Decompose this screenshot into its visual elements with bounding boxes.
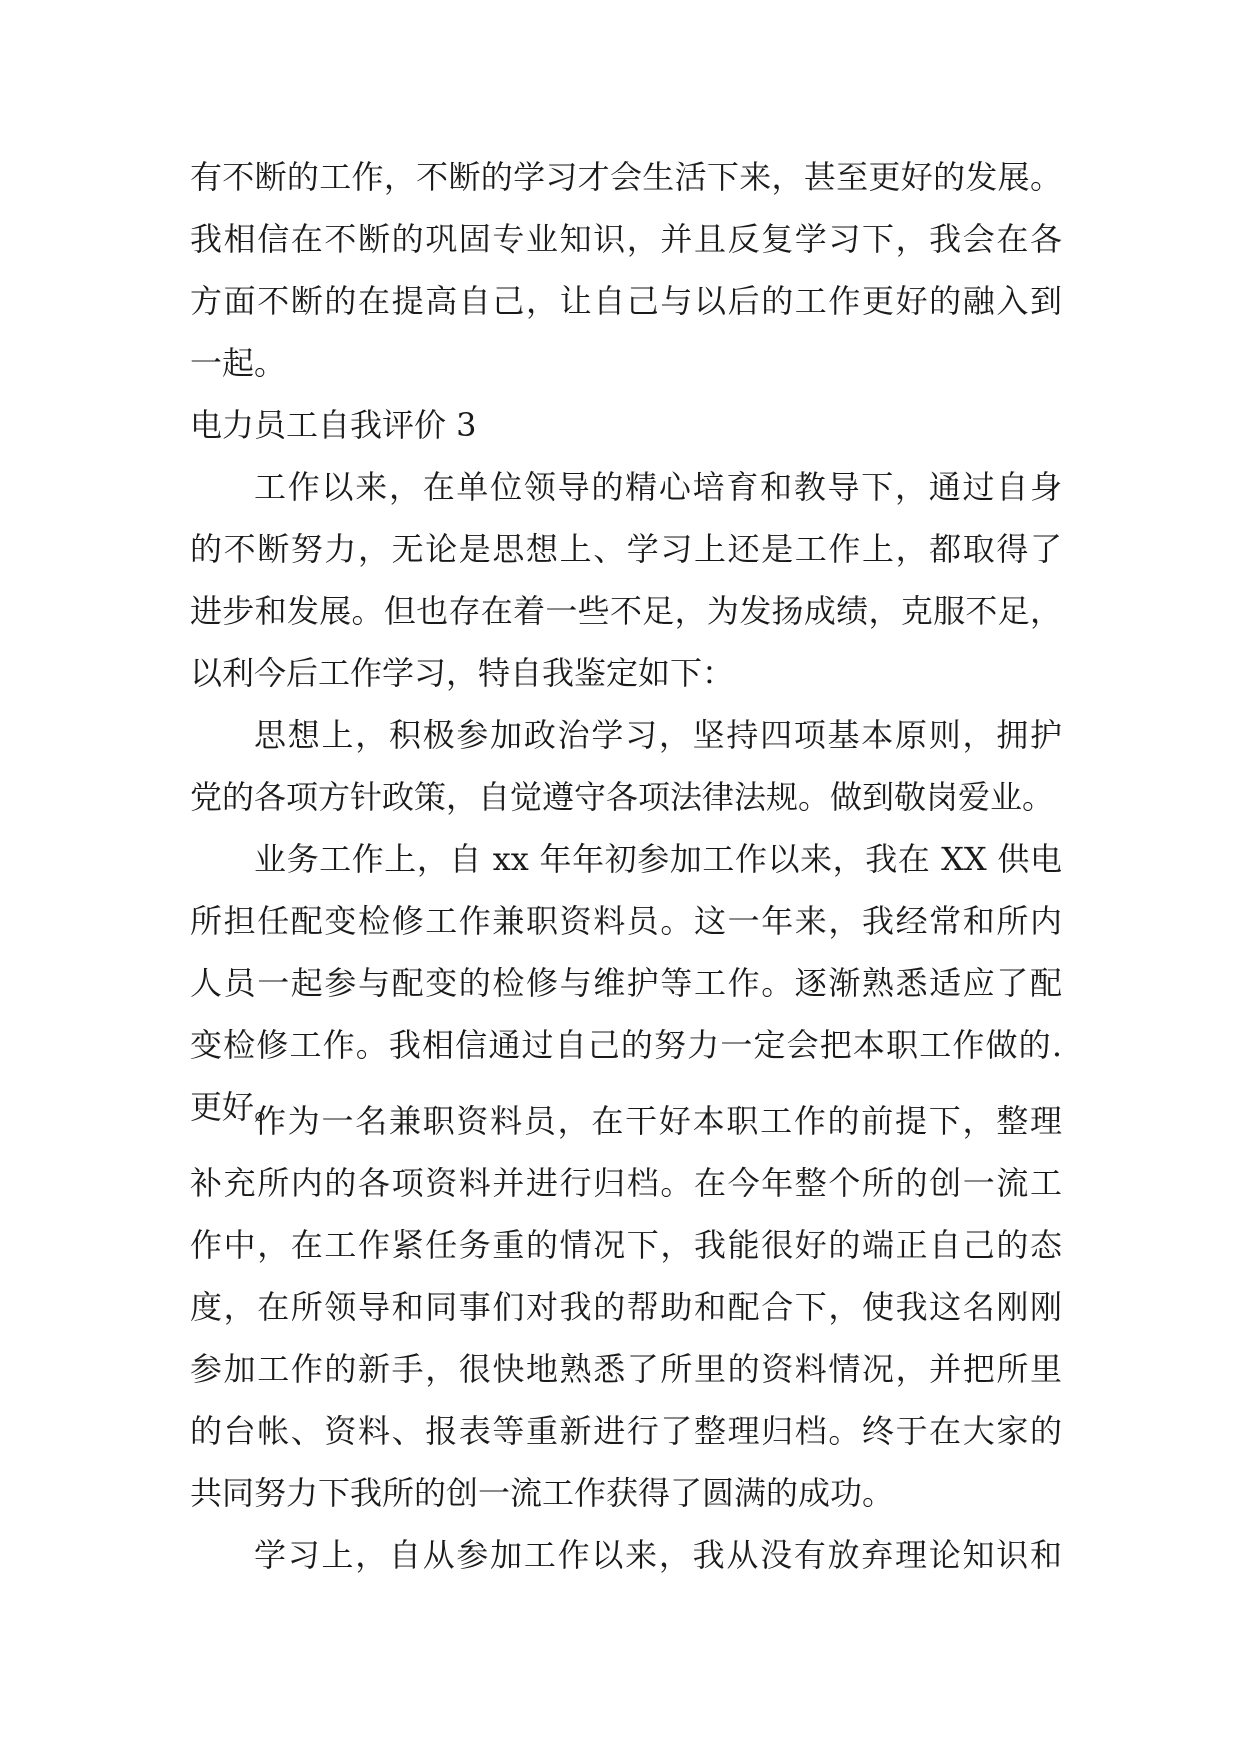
- text-line: 度，在所领导和同事们对我的帮助和配合下，使我这名刚刚: [190, 1288, 1062, 1326]
- text-line: 有不断的工作，不断的学习才会生活下来，甚至更好的发展。: [190, 158, 1062, 196]
- paragraph-study: [190, 1524, 1062, 1586]
- text-line: 工作以来，在单位领导的精心培育和教导下，通过自身: [254, 468, 1062, 506]
- text-line: 共同努力下我所的创一流工作获得了圆满的成功。: [190, 1474, 895, 1512]
- text-line: 党的各项方针政策，自觉遵守各项法律法规。做到敬岗爱业。: [190, 778, 1055, 816]
- text-line: 业务工作上，自 xx 年年初参加工作以来，我在 XX 供电: [254, 840, 1062, 878]
- paragraph-ideology: [190, 704, 1062, 828]
- text-line: 我相信在不断的巩固专业知识，并且反复学习下，我会在各: [190, 220, 1062, 258]
- paragraph-intro: [190, 456, 1062, 704]
- text-line: 变检修工作。我相信通过自己的努力一定会把本职工作做的.: [190, 1026, 1062, 1064]
- text-line: 一起。: [190, 344, 287, 382]
- section-heading: 电力员工自我评价 3: [190, 406, 477, 444]
- text-line: 所担任配变检修工作兼职资料员。这一年来，我经常和所内: [190, 902, 1062, 940]
- text-line: 进步和发展。但也存在着一些不足，为发扬成绩，克服不足，: [190, 592, 1062, 630]
- text-line: 补充所内的各项资料并进行归档。在今年整个所的创一流工: [190, 1164, 1062, 1202]
- text-line: 方面不断的在提高自己，让自己与以后的工作更好的融入到: [190, 282, 1062, 320]
- text-line: 思想上，积极参加政治学习，坚持四项基本原则，拥护: [254, 716, 1062, 754]
- text-line: 学习上，自从参加工作以来，我从没有放弃理论知识和: [254, 1536, 1062, 1574]
- text-line: 更好。: [190, 1088, 287, 1126]
- paragraph-continuation: [190, 146, 1062, 394]
- text-line: 作为一名兼职资料员，在干好本职工作的前提下，整理: [254, 1102, 1062, 1140]
- paragraph-archivist: [190, 1090, 1062, 1524]
- text-line: 参加工作的新手，很快地熟悉了所里的资料情况，并把所里: [190, 1350, 1062, 1388]
- text-line: 的不断努力，无论是思想上、学习上还是工作上，都取得了: [190, 530, 1062, 568]
- text-line: 作中，在工作紧任务重的情况下，我能很好的端正自己的态: [190, 1226, 1062, 1264]
- text-line: 人员一起参与配变的检修与维护等工作。逐渐熟悉适应了配: [190, 964, 1062, 1002]
- text-line: 以利今后工作学习，特自我鉴定如下：: [190, 654, 735, 692]
- text-line: 的台帐、资料、报表等重新进行了整理归档。终于在大家的: [190, 1412, 1062, 1450]
